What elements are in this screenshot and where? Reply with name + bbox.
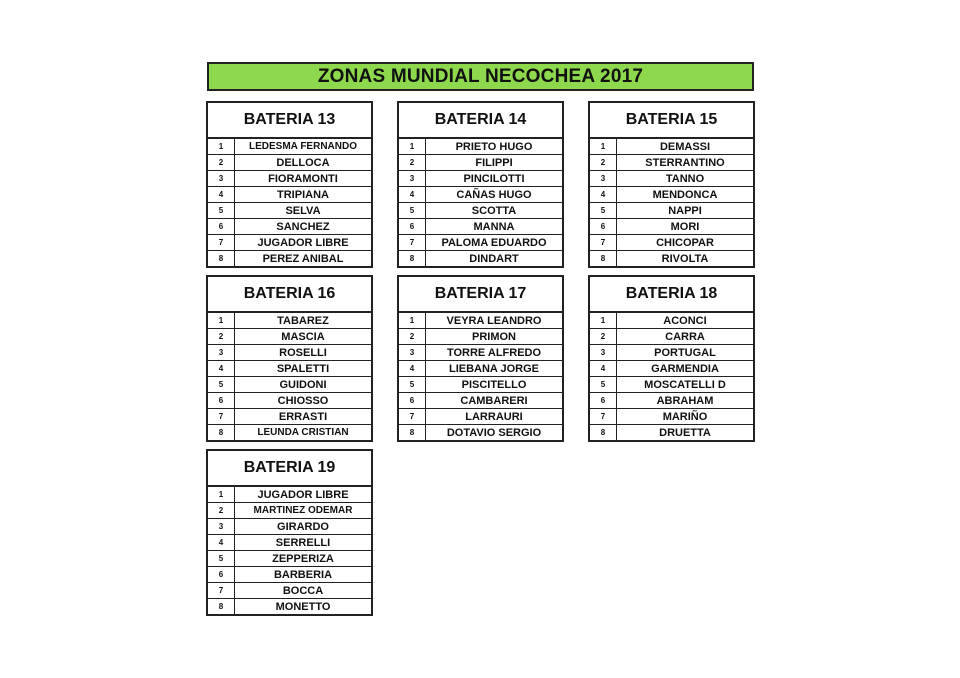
table-row	[399, 408, 562, 424]
table-row	[208, 344, 371, 360]
position-number: 6	[208, 393, 235, 408]
position-number: 1	[399, 139, 426, 154]
player-name: SELVA	[285, 204, 321, 217]
table-row	[590, 202, 753, 218]
player-name: VEYRA LEANDRO	[446, 314, 542, 327]
bateria-table	[588, 101, 755, 268]
position-number: 1	[208, 487, 235, 502]
position-number: 7	[208, 235, 235, 250]
player-name: GIRARDO	[277, 520, 329, 533]
bateria-table	[206, 101, 373, 268]
position-number: 8	[399, 251, 426, 266]
player-name: SCOTTA	[471, 204, 517, 217]
table-row	[590, 392, 753, 408]
position-number: 3	[590, 345, 617, 360]
player-name: TORRE ALFREDO	[446, 346, 542, 359]
player-name: MOSCATELLI D	[644, 378, 726, 391]
position-number: 1	[208, 139, 235, 154]
player-name: DINDART	[469, 252, 519, 265]
position-number: 6	[399, 393, 426, 408]
table-row	[399, 313, 562, 328]
position-number: 7	[590, 409, 617, 424]
position-number: 8	[590, 425, 617, 440]
position-number: 4	[590, 361, 617, 376]
position-number: 2	[208, 503, 235, 518]
table-row	[208, 360, 371, 376]
player-name: MANNA	[473, 220, 515, 233]
table-row	[399, 186, 562, 202]
player-name: DRUETTA	[659, 426, 711, 439]
position-number: 5	[208, 551, 235, 566]
player-name: LIEBANA JORGE	[448, 362, 540, 375]
table-row	[208, 518, 371, 534]
player-name: PRIETO HUGO	[455, 140, 533, 153]
player-name: PORTUGAL	[654, 346, 716, 359]
table-row	[399, 202, 562, 218]
table-row	[208, 328, 371, 344]
player-name: ACONCI	[663, 314, 707, 327]
player-name: FIORAMONTI	[268, 172, 338, 185]
bateria-table	[206, 275, 373, 442]
table-row	[590, 424, 753, 440]
bateria-rows	[399, 313, 562, 440]
player-name: PISCITELLO	[461, 378, 527, 391]
table-row	[208, 582, 371, 598]
player-name: LEUNDA CRISTIAN	[257, 427, 349, 438]
position-number: 6	[399, 219, 426, 234]
position-number: 4	[208, 187, 235, 202]
position-number: 2	[208, 329, 235, 344]
table-row	[208, 408, 371, 424]
table-row	[208, 250, 371, 266]
table-row	[208, 550, 371, 566]
bateria-rows	[208, 313, 371, 440]
table-row	[208, 154, 371, 170]
position-number: 5	[590, 203, 617, 218]
player-name: CAÑAS HUGO	[456, 188, 532, 201]
position-number: 4	[208, 535, 235, 550]
position-number: 4	[399, 361, 426, 376]
table-row	[399, 424, 562, 440]
table-row	[399, 154, 562, 170]
position-number: 5	[399, 377, 426, 392]
bateria-title: BATERIA 13	[208, 103, 371, 139]
table-row	[208, 218, 371, 234]
position-number: 8	[399, 425, 426, 440]
position-number: 5	[208, 203, 235, 218]
position-number: 3	[399, 345, 426, 360]
player-name: ROSELLI	[279, 346, 327, 359]
position-number: 4	[208, 361, 235, 376]
position-number: 3	[399, 171, 426, 186]
player-name: BOCCA	[282, 584, 324, 597]
player-name: DELLOCA	[276, 156, 330, 169]
position-number: 4	[590, 187, 617, 202]
position-number: 7	[399, 409, 426, 424]
table-row	[590, 376, 753, 392]
player-name: LEDESMA FERNANDO	[249, 141, 357, 152]
player-name: DOTAVIO SERGIO	[446, 426, 542, 439]
table-row	[590, 234, 753, 250]
player-name: GUIDONI	[279, 378, 327, 391]
player-name: MONETTO	[275, 600, 331, 613]
player-name: GARMENDIA	[651, 362, 719, 375]
player-name: TRIPIANA	[277, 188, 329, 201]
bateria-rows	[590, 139, 753, 266]
bateria-table	[397, 275, 564, 442]
position-number: 8	[590, 251, 617, 266]
table-row	[208, 502, 371, 518]
table-row	[399, 139, 562, 154]
player-name: JUGADOR LIBRE	[257, 236, 349, 249]
table-row	[208, 234, 371, 250]
table-row	[590, 313, 753, 328]
table-row	[399, 218, 562, 234]
player-name: FILIPPI	[475, 156, 513, 169]
table-row	[399, 250, 562, 266]
position-number: 6	[208, 567, 235, 582]
player-name: TABAREZ	[277, 314, 329, 327]
table-row	[590, 344, 753, 360]
player-name: SERRELLI	[275, 536, 331, 549]
player-name: ZEPPERIZA	[272, 552, 334, 565]
table-row	[208, 202, 371, 218]
table-row	[590, 154, 753, 170]
position-number: 1	[208, 313, 235, 328]
table-row	[399, 344, 562, 360]
position-number: 7	[208, 409, 235, 424]
table-row	[399, 392, 562, 408]
table-row	[208, 170, 371, 186]
player-name: NAPPI	[668, 204, 702, 217]
player-name: PALOMA EDUARDO	[441, 236, 547, 249]
position-number: 2	[208, 155, 235, 170]
player-name: SANCHEZ	[276, 220, 330, 233]
position-number: 6	[590, 219, 617, 234]
player-name: SPALETTI	[276, 362, 330, 375]
bateria-title: BATERIA 18	[590, 277, 753, 313]
player-name: MARIÑO	[662, 410, 708, 423]
bateria-title: BATERIA 14	[399, 103, 562, 139]
table-row	[590, 328, 753, 344]
page-title: ZONAS MUNDIAL NECOCHEA 2017	[207, 62, 754, 91]
player-name: MENDONCA	[652, 188, 718, 201]
position-number: 2	[399, 329, 426, 344]
position-number: 4	[399, 187, 426, 202]
position-number: 7	[208, 583, 235, 598]
player-name: TANNO	[665, 172, 705, 185]
player-name: JUGADOR LIBRE	[257, 488, 349, 501]
position-number: 5	[399, 203, 426, 218]
table-row	[399, 170, 562, 186]
table-row	[208, 376, 371, 392]
player-name: CHICOPAR	[656, 236, 714, 249]
position-number: 8	[208, 599, 235, 614]
position-number: 3	[208, 171, 235, 186]
table-row	[590, 139, 753, 154]
table-row	[208, 186, 371, 202]
table-row	[399, 376, 562, 392]
bateria-title: BATERIA 16	[208, 277, 371, 313]
table-row	[590, 218, 753, 234]
table-row	[590, 250, 753, 266]
player-name: MARTINEZ ODEMAR	[253, 505, 353, 516]
table-row	[208, 424, 371, 440]
position-number: 7	[399, 235, 426, 250]
player-name: STERRANTINO	[645, 156, 725, 169]
position-number: 8	[208, 425, 235, 440]
position-number: 1	[590, 139, 617, 154]
bateria-rows	[399, 139, 562, 266]
position-number: 3	[208, 519, 235, 534]
position-number: 5	[208, 377, 235, 392]
position-number: 6	[590, 393, 617, 408]
position-number: 3	[208, 345, 235, 360]
table-row	[399, 328, 562, 344]
bateria-table	[206, 449, 373, 616]
player-name: BARBERIA	[273, 568, 333, 581]
player-name: CHIOSSO	[277, 394, 329, 407]
position-number: 5	[590, 377, 617, 392]
table-row	[208, 139, 371, 154]
position-number: 1	[399, 313, 426, 328]
bateria-rows	[590, 313, 753, 440]
player-name: LARRAURI	[465, 410, 523, 423]
player-name: PINCILOTTI	[463, 172, 525, 185]
player-name: PEREZ ANIBAL	[262, 252, 344, 265]
player-name: MORI	[670, 220, 700, 233]
position-number: 2	[590, 329, 617, 344]
position-number: 3	[590, 171, 617, 186]
table-row	[590, 170, 753, 186]
position-number: 6	[208, 219, 235, 234]
player-name: CAMBARERI	[460, 394, 528, 407]
bateria-rows	[208, 487, 371, 614]
player-name: RIVOLTA	[661, 252, 709, 265]
table-row	[399, 234, 562, 250]
table-row	[208, 487, 371, 502]
table-row	[399, 360, 562, 376]
player-name: ERRASTI	[278, 410, 328, 423]
table-row	[208, 313, 371, 328]
player-name: CARRA	[665, 330, 705, 343]
table-row	[208, 598, 371, 614]
table-row	[590, 408, 753, 424]
bateria-title: BATERIA 19	[208, 451, 371, 487]
table-row	[208, 534, 371, 550]
bateria-title: BATERIA 15	[590, 103, 753, 139]
bateria-title: BATERIA 17	[399, 277, 562, 313]
player-name: PRIMON	[472, 330, 516, 343]
bateria-rows	[208, 139, 371, 266]
position-number: 2	[590, 155, 617, 170]
player-name: DEMASSI	[659, 140, 711, 153]
player-name: MASCIA	[281, 330, 325, 343]
position-number: 7	[590, 235, 617, 250]
table-row	[208, 392, 371, 408]
position-number: 1	[590, 313, 617, 328]
table-row	[590, 186, 753, 202]
table-row	[590, 360, 753, 376]
player-name: ABRAHAM	[656, 394, 714, 407]
table-row	[208, 566, 371, 582]
bateria-table	[588, 275, 755, 442]
position-number: 8	[208, 251, 235, 266]
bateria-table	[397, 101, 564, 268]
position-number: 2	[399, 155, 426, 170]
